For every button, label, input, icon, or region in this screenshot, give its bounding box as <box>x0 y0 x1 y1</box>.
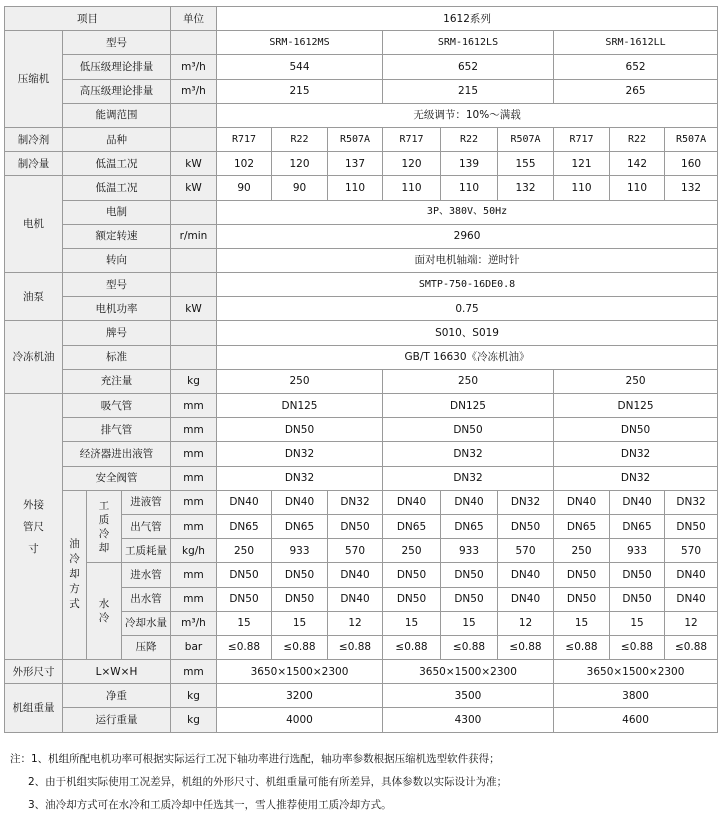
unit-cell: kW <box>171 297 217 321</box>
value-cell: DN125 <box>554 394 718 418</box>
value-cell: DN65 <box>554 514 610 538</box>
row-label: 运行重量 <box>63 708 171 732</box>
value-cell: 250 <box>554 369 718 393</box>
value-cell: DN40 <box>665 563 718 587</box>
group-piping: 外接管尺寸 <box>5 394 63 660</box>
unit-cell: kg <box>171 369 217 393</box>
unit-cell <box>171 248 217 272</box>
spec-table <box>4 6 718 733</box>
value-cell: 215 <box>217 79 383 103</box>
value-cell: R717 <box>383 127 441 151</box>
value-cell: DN32 <box>383 442 554 466</box>
value-cell: R717 <box>217 127 272 151</box>
row-label: 品种 <box>63 127 171 151</box>
value-cell: 15 <box>272 611 328 635</box>
footnotes <box>10 748 507 817</box>
unit-cell: mm <box>171 466 217 490</box>
value-cell: DN50 <box>328 514 383 538</box>
value-cell: ≤0.88 <box>665 635 718 659</box>
table-row <box>5 31 718 55</box>
value-cell: 652 <box>383 55 554 79</box>
unit-cell <box>171 103 217 127</box>
model-cell: SRM-1612MS <box>217 31 383 55</box>
value-cell: 15 <box>441 611 498 635</box>
value-cell: DN50 <box>383 563 441 587</box>
row-label: 压降 <box>122 635 171 659</box>
value-cell: DN50 <box>441 587 498 611</box>
value-cell: 652 <box>554 55 718 79</box>
value-cell: 3P、380V、50Hz <box>217 200 718 224</box>
value-cell: 250 <box>217 369 383 393</box>
value-cell: DN65 <box>383 514 441 538</box>
row-label: 充注量 <box>63 369 171 393</box>
value-cell: DN65 <box>610 514 665 538</box>
value-cell: 933 <box>272 539 328 563</box>
unit-cell: r/min <box>171 224 217 248</box>
value-cell: 544 <box>217 55 383 79</box>
value-cell: 570 <box>665 539 718 563</box>
unit-cell: kg/h <box>171 539 217 563</box>
value-cell: S010、S019 <box>217 321 718 345</box>
value-cell: R22 <box>441 127 498 151</box>
group-motor: 电机 <box>5 176 63 273</box>
unit-cell: kg <box>171 708 217 732</box>
row-label: 标准 <box>63 345 171 369</box>
value-cell: 90 <box>272 176 328 200</box>
row-label: 进液管 <box>122 490 171 514</box>
value-cell: DN50 <box>498 514 554 538</box>
value-cell: DN50 <box>554 563 610 587</box>
value-cell: 15 <box>217 611 272 635</box>
value-cell: 121 <box>554 152 610 176</box>
row-label: L×W×H <box>63 660 171 684</box>
value-cell: 250 <box>217 539 272 563</box>
value-cell: 3800 <box>554 684 718 708</box>
group-oil-cooling: 油冷却方式 <box>63 490 87 659</box>
value-cell: DN50 <box>665 514 718 538</box>
table-row <box>5 273 718 297</box>
value-cell: DN32 <box>328 490 383 514</box>
value-cell: 12 <box>498 611 554 635</box>
value-cell: 110 <box>554 176 610 200</box>
value-cell: 250 <box>383 369 554 393</box>
unit-cell: mm <box>171 514 217 538</box>
unit-cell <box>171 127 217 151</box>
value-cell: 无级调节：10%～满载 <box>217 103 718 127</box>
table-row <box>5 394 718 418</box>
value-cell: 0.75 <box>217 297 718 321</box>
unit-cell <box>171 31 217 55</box>
table-row <box>5 79 718 103</box>
table-row <box>5 248 718 272</box>
row-label: 牌号 <box>63 321 171 345</box>
value-cell: R22 <box>272 127 328 151</box>
unit-cell: m³/h <box>171 55 217 79</box>
value-cell: ≤0.88 <box>441 635 498 659</box>
note-line: 2、由于机组实际使用工况差异，机组的外形尺寸、机组重量可能有所差异，具体参数以实际设计为准； <box>28 776 508 788</box>
model-cell: SRM-1612LL <box>554 31 718 55</box>
value-cell: 3500 <box>383 684 554 708</box>
value-cell: GB/T 16630《冷冻机油》 <box>217 345 718 369</box>
unit-cell: m³/h <box>171 79 217 103</box>
value-cell: DN40 <box>441 490 498 514</box>
table-row <box>5 127 718 151</box>
group-oil-pump: 油泵 <box>5 273 63 321</box>
table-row <box>5 55 718 79</box>
value-cell: DN50 <box>217 563 272 587</box>
header-item: 项目 <box>5 7 171 31</box>
note-line: 注：1、机组所配电机功率可根据实际运行工况下轴功率进行选配，轴功率参数根据压缩机选型软件获得； <box>10 753 500 765</box>
unit-cell: kg <box>171 684 217 708</box>
row-label: 净重 <box>63 684 171 708</box>
row-label: 冷却水量 <box>122 611 171 635</box>
table-row <box>5 369 718 393</box>
value-cell: 933 <box>610 539 665 563</box>
unit-cell: mm <box>171 394 217 418</box>
value-cell: 215 <box>383 79 554 103</box>
header-row <box>5 7 718 31</box>
value-cell: 139 <box>441 152 498 176</box>
row-label: 经济器进出液管 <box>63 442 171 466</box>
row-label: 转向 <box>63 248 171 272</box>
value-cell: 3200 <box>217 684 383 708</box>
value-cell: 4000 <box>217 708 383 732</box>
value-cell: 3650×1500×2300 <box>217 660 383 684</box>
row-label: 进水管 <box>122 563 171 587</box>
group-capacity: 制冷量 <box>5 152 63 176</box>
value-cell: DN50 <box>217 418 383 442</box>
unit-cell <box>171 345 217 369</box>
unit-cell: m³/h <box>171 611 217 635</box>
value-cell: ≤0.88 <box>328 635 383 659</box>
table-row <box>5 345 718 369</box>
value-cell: DN40 <box>328 563 383 587</box>
row-label: 出气管 <box>122 514 171 538</box>
row-label: 电制 <box>63 200 171 224</box>
value-cell: 120 <box>272 152 328 176</box>
header-series: 1612系列 <box>217 7 718 31</box>
value-cell: DN40 <box>217 490 272 514</box>
row-label: 型号 <box>63 31 171 55</box>
value-cell: 3650×1500×2300 <box>383 660 554 684</box>
value-cell: DN50 <box>272 563 328 587</box>
value-cell: 15 <box>610 611 665 635</box>
unit-cell <box>171 321 217 345</box>
table-row <box>5 563 718 587</box>
value-cell: R717 <box>554 127 610 151</box>
value-cell: 110 <box>441 176 498 200</box>
value-cell: DN50 <box>383 587 441 611</box>
value-cell: R507A <box>328 127 383 151</box>
table-row <box>5 200 718 224</box>
value-cell: 110 <box>328 176 383 200</box>
table-row <box>5 466 718 490</box>
value-cell: 155 <box>498 152 554 176</box>
value-cell: DN40 <box>328 587 383 611</box>
unit-cell: mm <box>171 660 217 684</box>
value-cell: 250 <box>383 539 441 563</box>
table-row <box>5 660 718 684</box>
value-cell: 15 <box>383 611 441 635</box>
row-label: 电机功率 <box>63 297 171 321</box>
value-cell: DN50 <box>610 563 665 587</box>
value-cell: DN50 <box>554 418 718 442</box>
value-cell: DN40 <box>272 490 328 514</box>
row-label: 高压级理论排量 <box>63 79 171 103</box>
value-cell: 132 <box>665 176 718 200</box>
value-cell: ≤0.88 <box>498 635 554 659</box>
value-cell: DN65 <box>217 514 272 538</box>
table-row <box>5 224 718 248</box>
value-cell: DN50 <box>441 563 498 587</box>
value-cell: DN125 <box>217 394 383 418</box>
table-row <box>5 490 718 514</box>
table-row <box>5 176 718 200</box>
group-compressor: 压缩机 <box>5 31 63 128</box>
table-row <box>5 103 718 127</box>
group-weight: 机组重量 <box>5 684 63 732</box>
value-cell: 2960 <box>217 224 718 248</box>
group-dims: 外形尺寸 <box>5 660 63 684</box>
value-cell: DN32 <box>554 442 718 466</box>
value-cell: 933 <box>441 539 498 563</box>
value-cell: R507A <box>665 127 718 151</box>
unit-cell: kW <box>171 176 217 200</box>
value-cell: DN40 <box>610 490 665 514</box>
header-unit: 单位 <box>171 7 217 31</box>
value-cell: R507A <box>498 127 554 151</box>
table-row <box>5 442 718 466</box>
unit-cell <box>171 273 217 297</box>
value-cell: ≤0.88 <box>610 635 665 659</box>
table-row <box>5 684 718 708</box>
group-refrigerant: 制冷剂 <box>5 127 63 151</box>
row-label: 低温工况 <box>63 176 171 200</box>
unit-cell: mm <box>171 587 217 611</box>
value-cell: 120 <box>383 152 441 176</box>
value-cell: 570 <box>498 539 554 563</box>
value-cell: 90 <box>217 176 272 200</box>
value-cell: 160 <box>665 152 718 176</box>
value-cell: 102 <box>217 152 272 176</box>
value-cell: DN40 <box>554 490 610 514</box>
row-label: 型号 <box>63 273 171 297</box>
table-row <box>5 297 718 321</box>
group-oil: 冷冻机油 <box>5 321 63 394</box>
value-cell: DN65 <box>441 514 498 538</box>
row-label: 出水管 <box>122 587 171 611</box>
value-cell: 3650×1500×2300 <box>554 660 718 684</box>
row-label: 额定转速 <box>63 224 171 248</box>
value-cell: DN50 <box>272 587 328 611</box>
value-cell: 15 <box>554 611 610 635</box>
value-cell: ≤0.88 <box>554 635 610 659</box>
value-cell: R22 <box>610 127 665 151</box>
row-label: 工质耗量 <box>122 539 171 563</box>
value-cell: DN40 <box>498 563 554 587</box>
table-row <box>5 321 718 345</box>
value-cell: 132 <box>498 176 554 200</box>
table-row <box>5 152 718 176</box>
value-cell: DN50 <box>554 587 610 611</box>
value-cell: 12 <box>328 611 383 635</box>
value-cell: 142 <box>610 152 665 176</box>
value-cell: 137 <box>328 152 383 176</box>
value-cell: DN40 <box>498 587 554 611</box>
value-cell: DN32 <box>498 490 554 514</box>
value-cell: 110 <box>610 176 665 200</box>
value-cell: DN40 <box>665 587 718 611</box>
table-row <box>5 418 718 442</box>
row-label: 吸气管 <box>63 394 171 418</box>
unit-cell: bar <box>171 635 217 659</box>
row-label: 排气管 <box>63 418 171 442</box>
model-cell: SRM-1612LS <box>383 31 554 55</box>
group-water-cooling: 水冷 <box>87 563 122 660</box>
value-cell: ≤0.88 <box>217 635 272 659</box>
row-label: 低温工况 <box>63 152 171 176</box>
unit-cell: kW <box>171 152 217 176</box>
value-cell: SMTP-750-16DE0.8 <box>217 273 718 297</box>
unit-cell: mm <box>171 442 217 466</box>
group-refrig-cooling: 工质冷却 <box>87 490 122 563</box>
value-cell: DN32 <box>217 466 383 490</box>
value-cell: 265 <box>554 79 718 103</box>
value-cell: ≤0.88 <box>383 635 441 659</box>
value-cell: DN32 <box>383 466 554 490</box>
value-cell: DN50 <box>383 418 554 442</box>
value-cell: ≤0.88 <box>272 635 328 659</box>
value-cell: DN40 <box>383 490 441 514</box>
value-cell: 570 <box>328 539 383 563</box>
value-cell: 110 <box>383 176 441 200</box>
row-label: 能调范围 <box>63 103 171 127</box>
unit-cell <box>171 200 217 224</box>
value-cell: DN125 <box>383 394 554 418</box>
value-cell: DN50 <box>217 587 272 611</box>
row-label: 安全阀管 <box>63 466 171 490</box>
row-label: 低压级理论排量 <box>63 55 171 79</box>
value-cell: 4600 <box>554 708 718 732</box>
table-row <box>5 708 718 732</box>
value-cell: DN32 <box>665 490 718 514</box>
note-line: 3、油冷却方式可在水冷和工质冷却中任选其一，雪人推荐使用工质冷却方式。 <box>28 799 392 811</box>
value-cell: 4300 <box>383 708 554 732</box>
value-cell: DN32 <box>554 466 718 490</box>
unit-cell: mm <box>171 418 217 442</box>
value-cell: DN50 <box>610 587 665 611</box>
unit-cell: mm <box>171 563 217 587</box>
value-cell: DN65 <box>272 514 328 538</box>
value-cell: 250 <box>554 539 610 563</box>
value-cell: 12 <box>665 611 718 635</box>
unit-cell: mm <box>171 490 217 514</box>
value-cell: DN32 <box>217 442 383 466</box>
value-cell: 面对电机轴端：逆时针 <box>217 248 718 272</box>
